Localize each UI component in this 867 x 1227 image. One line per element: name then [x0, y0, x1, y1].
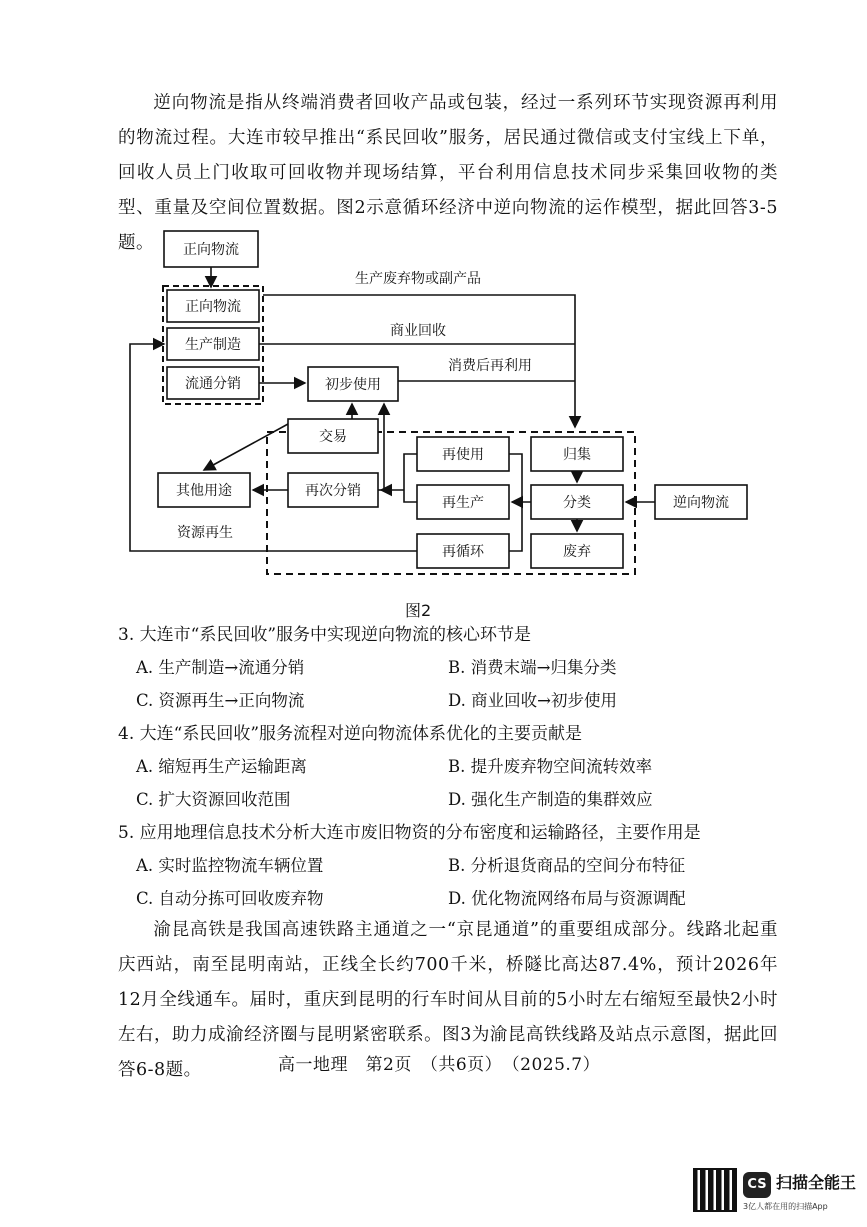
- node-recycle: [417, 534, 509, 568]
- question-3-stem: 3. 大连市“系民回收”服务中实现逆向物流的核心环节是: [118, 625, 532, 645]
- question-4-stem: 4. 大连“系民回收”服务流程对逆向物流体系优化的主要贡献是: [118, 724, 583, 744]
- node-forward-in-label: 正向物流: [185, 299, 241, 315]
- question-4-option-a: A. 缩短再生产运输距离: [136, 757, 307, 776]
- label-commercial: 商业回收: [390, 323, 446, 339]
- node-classify-label: 分类: [563, 495, 591, 511]
- node-reverse: [655, 485, 747, 519]
- node-redistribution: [288, 473, 378, 507]
- question-4-option-c: C. 扩大资源回收范围: [136, 790, 291, 809]
- node-other-uses: [158, 473, 250, 507]
- question-5-option-a: A. 实时监控物流车辆位置: [136, 856, 324, 875]
- node-collect: [531, 437, 623, 471]
- node-remanufacture-label: 再生产: [442, 495, 484, 511]
- label-waste: 生产废弃物或副产品: [355, 271, 481, 287]
- reverse-logistics-diagram: [0, 0, 867, 600]
- camscanner-logo: CS: [743, 1172, 771, 1198]
- question-5-option-b: B. 分析退货商品的空间分布特征: [448, 856, 686, 875]
- node-forward-top: [164, 231, 258, 267]
- node-redistribution-label: 再次分销: [305, 483, 361, 499]
- label-regeneration: 资源再生: [177, 525, 233, 541]
- question-3-option-d: D. 商业回收→初步使用: [448, 691, 617, 710]
- label-post-consumer: 消费后再利用: [448, 358, 532, 374]
- qr-code-icon: [693, 1168, 737, 1212]
- question-4-option-b: B. 提升废弃物空间流转效率: [448, 757, 653, 776]
- question-3-option-b: B. 消费末端→归集分类: [448, 658, 617, 677]
- scanner-brand-tagline: 3亿人都在用的扫描App: [743, 1202, 828, 1211]
- node-discard-label: 废弃: [563, 544, 591, 560]
- node-remanufacture: [417, 485, 509, 519]
- node-discard: [531, 534, 623, 568]
- node-reuse-label: 再使用: [442, 447, 484, 463]
- second-paragraph-text: 渝昆高铁是我国高速铁路主通道之一“京昆通道”的重要组成部分。线路北起重庆西站，南至昆明南站，正线全长约700千米，桥隧比高达87.4%，预计2026年12月全线通车。届时，重庆到昆明的行车时间从目前的5小时左右缩短至最快2小时左右，助力成渝经济圈与昆明紧密联系。图3为渝昆高铁线路及站点示意图，据此回答6-8题。: [118, 920, 778, 1080]
- question-5-option-d: D. 优化物流网络布局与资源调配: [448, 889, 686, 908]
- node-collect-label: 归集: [563, 447, 591, 463]
- node-manufacturing: [167, 328, 259, 360]
- question-3-option-c: C. 资源再生→正向物流: [136, 691, 305, 710]
- question-5-stem: 5. 应用地理信息技术分析大连市废旧物资的分布密度和运输路径，主要作用是: [118, 823, 701, 843]
- node-reuse: [417, 437, 509, 471]
- node-recycle-label: 再循环: [442, 544, 484, 560]
- node-trade: [288, 419, 378, 453]
- question-4-option-d: D. 强化生产制造的集群效应: [448, 790, 653, 809]
- node-trade-label: 交易: [319, 429, 347, 445]
- scanner-brand-name: 扫描全能王: [776, 1173, 857, 1192]
- node-manufacturing-label: 生产制造: [185, 337, 241, 353]
- node-distribution-label: 流通分销: [185, 376, 241, 392]
- node-forward-in: [167, 290, 259, 322]
- node-distribution: [167, 367, 259, 399]
- intro-paragraph-text: 逆向物流是指从终端消费者回收产品或包装，经过一系列环节实现资源再利用的物流过程。大连市较早推出“系民回收”服务，居民通过微信或支付宝线上下单，回收人员上门收取可回收物并现场结算，平台利用信息技术同步采集回收物的类型、重量及空间位置数据。图2示意循环经济中逆向物流的运作模型，据此回答3-5题。: [118, 93, 778, 253]
- question-5-option-c: C. 自动分拣可回收废弃物: [136, 889, 324, 908]
- node-classify: [531, 485, 623, 519]
- page-footer: 高一地理 第2页 （共6页） （2025.7）: [278, 1055, 601, 1075]
- question-3-option-a: A. 生产制造→流通分销: [136, 658, 305, 677]
- node-reverse-label: 逆向物流: [673, 495, 729, 511]
- node-forward-top-label: 正向物流: [183, 242, 239, 258]
- node-other-uses-label: 其他用途: [176, 483, 232, 499]
- figure-caption: 图2: [405, 601, 432, 620]
- scanner-watermark: [693, 1168, 857, 1218]
- node-initial-use-label: 初步使用: [325, 377, 381, 393]
- node-initial-use: [308, 367, 398, 401]
